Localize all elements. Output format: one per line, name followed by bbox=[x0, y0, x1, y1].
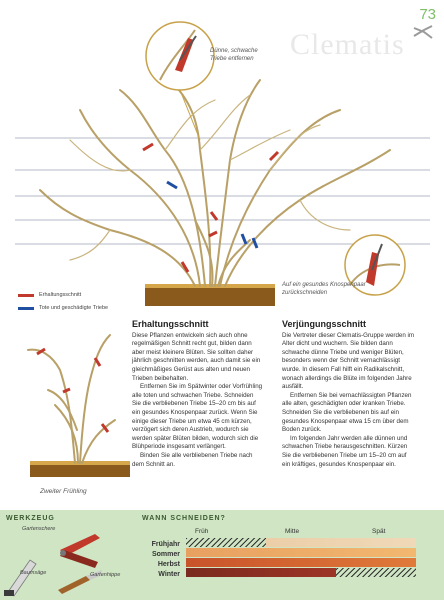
section-verjuengungsschnitt bbox=[282, 320, 416, 469]
legend-label: Tote und geschädigte Triebe bbox=[39, 305, 109, 311]
tool-label-gartenhippe: Gartenhippe bbox=[90, 572, 121, 578]
tool-label-baumsaege: Baumsäge bbox=[20, 570, 47, 576]
paragraph: Binden Sie alle verbliebenen Triebe nach dem Schnitt an. bbox=[132, 451, 253, 468]
section-title: Verjüngungsschnitt bbox=[282, 319, 367, 329]
row-label-sommer: Sommer bbox=[151, 551, 180, 558]
bar-sommer bbox=[186, 548, 416, 557]
callout-top: Dünne, schwache Triebe entfernen bbox=[210, 48, 258, 62]
paragraph: Entfernen Sie im Spätwinter oder Vorfrühling alle toten und schwachen Triebe. Schneiden Sie die verbliebenen Triebe 15–20 cm bis auf ein gesundes Knospenpaar zurück. Wenn Sie einige dieser Triebe um etwa 45 cm kürzen, verzögert sich deren Austrieb, wodurch sie werden später Blüten bilden, wodurch sich die Blühperiode insgesamt verlängert. bbox=[132, 383, 263, 451]
bar-herbst bbox=[186, 558, 416, 567]
werkzeug-heading: WERKZEUG bbox=[6, 515, 55, 522]
caption-zweiter-fruehling: Zweiter Frühling bbox=[40, 488, 87, 495]
season-bars bbox=[186, 538, 426, 586]
legend-item bbox=[18, 292, 108, 298]
tools-illustration bbox=[0, 520, 130, 600]
info-panel bbox=[0, 510, 444, 600]
page-number: 73 bbox=[419, 6, 436, 23]
ghost-title: Clematis bbox=[290, 28, 405, 61]
column-mitte: Mitte bbox=[285, 528, 300, 535]
section-erhaltungsschnitt bbox=[132, 320, 264, 469]
row-label-fruehjahr: Frühjahr bbox=[151, 541, 180, 548]
section-title: Erhaltungsschnitt bbox=[132, 319, 209, 329]
paragraph: Diese Pflanzen entwickeln sich auch ohne regelmäßigen Schnitt recht gut, bilden dann aber meist kleinere Blüten. Sie sollten daher jährlich geschnitten werden, auch damit sie ein gleichmäßiges Gerüst aus alten und neuen Trieben beibehalten. bbox=[132, 331, 261, 382]
column-frueh: Früh bbox=[195, 528, 209, 535]
row-label-winter: Winter bbox=[158, 571, 180, 578]
bar-fruehjahr-marker bbox=[186, 538, 266, 547]
legend bbox=[18, 292, 108, 318]
row-label-herbst: Herbst bbox=[157, 561, 180, 568]
legend-swatch bbox=[18, 307, 34, 310]
tool-label-gartenschere: Gartenschere bbox=[22, 526, 56, 532]
legend-label: Erhaltungsschnitt bbox=[39, 292, 82, 298]
legend-swatch bbox=[18, 294, 34, 297]
bar-winter-marker bbox=[336, 568, 416, 577]
wann-heading: WANN SCHNEIDEN? bbox=[142, 515, 226, 522]
paragraph: Im folgenden Jahr werden alle dünnen und schwachen Triebe herausgeschnitten. Kürzen Sie die verbliebenen Triebe um 15–20 cm auf ein kräftiges, gesundes Knospenpaar ein. bbox=[282, 434, 408, 468]
column-spaet: Spät bbox=[372, 528, 386, 535]
secateurs-icon bbox=[60, 534, 100, 568]
callout-right: Auf ein gesundes Knospenpaar zurückschneiden bbox=[282, 282, 366, 296]
saw-icon bbox=[4, 560, 36, 596]
legend-item bbox=[18, 305, 108, 311]
paragraph: Die Vertreter dieser Clematis-Gruppe werden im Alter dicht und wuchern. Sie bilden dann schwache dünne Triebe und weniger Blüten, besonders wenn der Schnitt vernachlässigt wurde. In diesem Fall hilft ein Radikalschnitt, wonach allerdings die Blüte im folgenden Jahre ausfällt. bbox=[282, 331, 415, 391]
paragraph: Entfernen Sie bei vernachlässigten Pflanzen alle alten, geschädigten oder kranken Triebe. Schneiden Sie die verbliebenen bis auf ein gesundes Knospenpaar etwa 15 cm über dem Boden zurück. bbox=[282, 391, 412, 434]
